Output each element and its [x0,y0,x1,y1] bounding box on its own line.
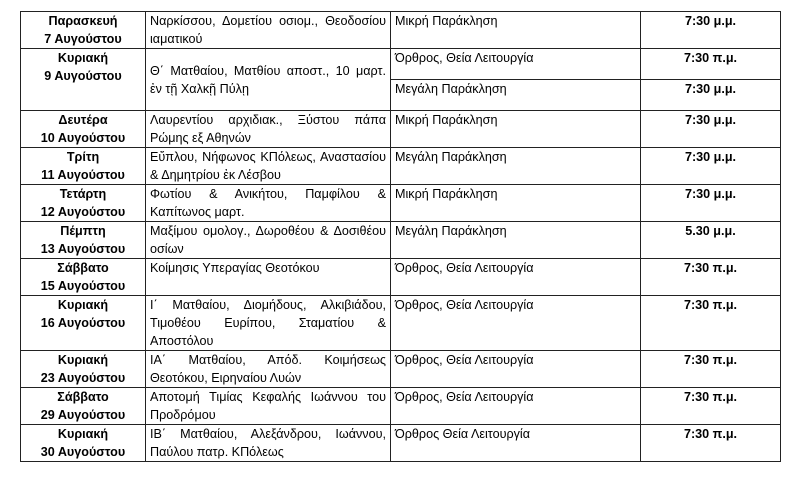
day-cell [21,12,146,49]
table-row [21,185,781,222]
day-cell [21,259,146,296]
date: 29 Αυγούστου [40,408,126,422]
time-cell: 7:30 μ.μ. [641,148,781,185]
table-row [21,351,781,388]
schedule-body [21,12,781,462]
weekday: Κυριακή [57,353,109,367]
day-cell [21,222,146,259]
date: 10 Αυγούστου [40,131,126,145]
feast-cell: Ι΄ Ματθαίου, Διομήδους, Αλκιβιάδου, Τιμοθέου Ευρίπου, Σταματίου & Αποστόλου [146,296,391,351]
table-row [21,222,781,259]
time-cell: 7:30 π.μ. [641,49,781,80]
table-row [21,425,781,462]
weekday: Κυριακή [57,51,109,65]
table-row [21,49,781,80]
service-cell: Όρθρος, Θεία Λειτουργία [391,49,641,80]
service-cell: Όρθρος Θεία Λειτουργία [391,425,641,462]
weekday: Πέμπτη [60,224,106,238]
date: 23 Αυγούστου [40,371,126,385]
service-cell: Όρθρος, Θεία Λειτουργία [391,296,641,351]
service-cell: Μεγάλη Παράκληση [391,148,641,185]
day-cell [21,388,146,425]
time-cell: 5.30 μ.μ. [641,222,781,259]
service-cell: Μικρή Παράκληση [391,111,641,148]
service-cell: Μεγάλη Παράκληση [391,80,641,111]
weekday: Τετάρτη [59,187,107,201]
schedule-table [20,11,781,462]
service-cell: Μικρή Παράκληση [391,185,641,222]
feast-cell: ΙΑ΄ Ματθαίου, Απόδ. Κοιμήσεως Θεοτόκου, Ειρηναίου Λυών [146,351,391,388]
service-cell: Όρθρος, Θεία Λειτουργία [391,351,641,388]
day-cell [21,185,146,222]
feast-cell: Θ΄ Ματθαίου, Ματθίου αποστ., 10 μαρτ. ἐν τῇ Χαλκῇ Πύλῃ [146,49,391,111]
time-cell: 7:30 μ.μ. [641,12,781,49]
time-cell: 7:30 π.μ. [641,351,781,388]
service-cell: Μικρή Παράκληση [391,12,641,49]
feast-cell: Μαξίμου ομολογ., Δωροθέου & Δοσιθέου οσίων [146,222,391,259]
weekday: Τρίτη [66,150,100,164]
weekday: Δευτέρα [58,113,108,127]
day-cell [21,148,146,185]
table-row [21,388,781,425]
time-cell: 7:30 μ.μ. [641,185,781,222]
day-cell [21,49,146,111]
date: 9 Αυγούστου [44,69,122,83]
table-row [21,148,781,185]
weekday: Παρασκευή [48,14,118,28]
table-row [21,296,781,351]
feast-cell: ΙΒ΄ Ματθαίου, Αλεξάνδρου, Ιωάννου, Παύλου πατρ. ΚΠόλεως [146,425,391,462]
time-cell: 7:30 π.μ. [641,425,781,462]
weekday: Κυριακή [57,298,109,312]
day-cell [21,425,146,462]
date: 13 Αυγούστου [40,242,126,256]
table-row [21,12,781,49]
day-cell [21,296,146,351]
weekday: Κυριακή [57,427,109,441]
feast-cell: Ναρκίσσου, Δομετίου οσιομ., Θεοδοσίου ιαματικού [146,12,391,49]
feast-cell: Λαυρεντίου αρχιδιακ., Ξύστου πάπα Ρώμης εξ Αθηνών [146,111,391,148]
service-cell: Μεγάλη Παράκληση [391,222,641,259]
time-cell: 7:30 π.μ. [641,259,781,296]
time-cell: 7:30 π.μ. [641,388,781,425]
table-row [21,259,781,296]
service-cell: Όρθρος, Θεία Λειτουργία [391,259,641,296]
weekday: Σάββατο [57,261,109,275]
feast-cell: Κοίμησις Υπεραγίας Θεοτόκου [146,259,391,296]
date: 11 Αυγούστου [41,168,125,182]
table-row [21,111,781,148]
date: 16 Αυγούστου [40,316,126,330]
feast-cell: Φωτίου & Ανικήτου, Παμφίλου & Καπίτωνος μαρτ. [146,185,391,222]
feast-cell: Εὔπλου, Νήφωνος ΚΠόλεως, Αναστασίου & Δημητρίου ἐκ Λέσβου [146,148,391,185]
date: 7 Αυγούστου [44,32,122,46]
date: 15 Αυγούστου [40,279,126,293]
weekday: Σάββατο [57,390,109,404]
time-cell: 7:30 μ.μ. [641,111,781,148]
feast-cell: Αποτομή Τιμίας Κεφαλής Ιωάννου του Προδρόμου [146,388,391,425]
date: 12 Αυγούστου [40,205,126,219]
day-cell [21,111,146,148]
time-cell: 7:30 π.μ. [641,296,781,351]
time-cell: 7:30 μ.μ. [641,80,781,111]
day-cell [21,351,146,388]
service-cell: Όρθρος, Θεία Λειτουργία [391,388,641,425]
date: 30 Αυγούστου [40,445,126,459]
